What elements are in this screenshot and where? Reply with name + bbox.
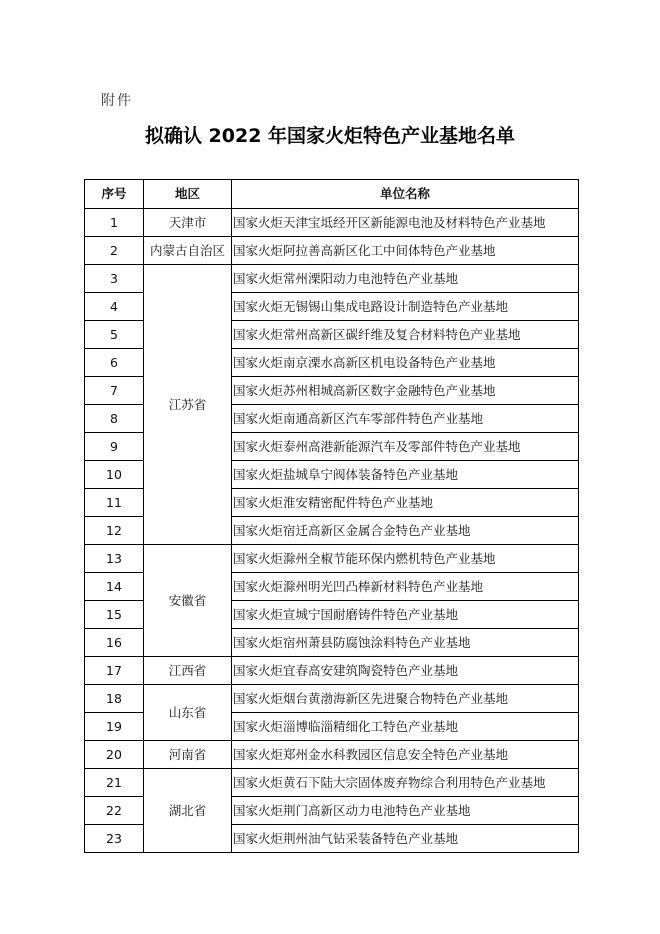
row-name: 国家火炬滁州明光凹凸棒新材料特色产业基地 — [232, 573, 579, 601]
table-row — [85, 685, 579, 713]
table-row — [85, 741, 579, 769]
row-name: 国家火炬泰州高港新能源汽车及零部件特色产业基地 — [232, 433, 579, 461]
row-region: 湖北省 — [144, 769, 232, 853]
header-region: 地区 — [144, 180, 232, 209]
row-region: 河南省 — [144, 741, 232, 769]
table-row — [85, 657, 579, 685]
row-name: 国家火炬常州溧阳动力电池特色产业基地 — [232, 265, 579, 293]
row-num: 4 — [85, 293, 144, 321]
row-name: 国家火炬盐城阜宁阀体装备特色产业基地 — [232, 461, 579, 489]
row-num: 7 — [85, 377, 144, 405]
row-num: 8 — [85, 405, 144, 433]
row-name: 国家火炬苏州相城高新区数字金融特色产业基地 — [232, 377, 579, 405]
row-name: 国家火炬淄博临淄精细化工特色产业基地 — [232, 713, 579, 741]
row-name: 国家火炬宜春高安建筑陶瓷特色产业基地 — [232, 657, 579, 685]
row-num: 19 — [85, 713, 144, 741]
row-region: 安徽省 — [144, 545, 232, 657]
attachment-label: 附件 — [101, 93, 133, 109]
row-region: 山东省 — [144, 685, 232, 741]
row-name: 国家火炬天津宝坻经开区新能源电池及材料特色产业基地 — [232, 209, 579, 237]
row-num: 21 — [85, 769, 144, 797]
row-num: 10 — [85, 461, 144, 489]
table-row — [85, 209, 579, 237]
row-region: 天津市 — [144, 209, 232, 237]
row-num: 16 — [85, 629, 144, 657]
row-num: 6 — [85, 349, 144, 377]
row-num: 22 — [85, 797, 144, 825]
row-region: 江苏省 — [144, 265, 232, 545]
row-name: 国家火炬南京溧水高新区机电设备特色产业基地 — [232, 349, 579, 377]
row-name: 国家火炬郑州金水科教园区信息安全特色产业基地 — [232, 741, 579, 769]
row-name: 国家火炬宿迁高新区金属合金特色产业基地 — [232, 517, 579, 545]
row-name: 国家火炬无锡锡山集成电路设计制造特色产业基地 — [232, 293, 579, 321]
row-name: 国家火炬阿拉善高新区化工中间体特色产业基地 — [232, 237, 579, 265]
table-row — [85, 769, 579, 797]
row-name: 国家火炬荆门高新区动力电池特色产业基地 — [232, 797, 579, 825]
row-num: 23 — [85, 825, 144, 853]
row-num: 20 — [85, 741, 144, 769]
row-name: 国家火炬常州高新区碳纤维及复合材料特色产业基地 — [232, 321, 579, 349]
row-name: 国家火炬滁州全椒节能环保内燃机特色产业基地 — [232, 545, 579, 573]
row-name: 国家火炬荆州油气钻采装备特色产业基地 — [232, 825, 579, 853]
table-row — [85, 265, 579, 293]
row-num: 1 — [85, 209, 144, 237]
table-row — [85, 237, 579, 265]
row-num: 12 — [85, 517, 144, 545]
row-region: 江西省 — [144, 657, 232, 685]
table-row — [85, 545, 579, 573]
header-num: 序号 — [85, 180, 144, 209]
row-num: 15 — [85, 601, 144, 629]
row-name: 国家火炬黄石下陆大宗固体废弃物综合利用特色产业基地 — [232, 769, 579, 797]
row-name: 国家火炬淮安精密配件特色产业基地 — [232, 489, 579, 517]
table-header-row — [85, 180, 579, 209]
row-num: 18 — [85, 685, 144, 713]
row-num: 2 — [85, 237, 144, 265]
row-name: 国家火炬烟台黄渤海新区先进聚合物特色产业基地 — [232, 685, 579, 713]
row-name: 国家火炬宿州萧县防腐蚀涂料特色产业基地 — [232, 629, 579, 657]
row-num: 11 — [85, 489, 144, 517]
row-num: 17 — [85, 657, 144, 685]
row-num: 5 — [85, 321, 144, 349]
row-num: 3 — [85, 265, 144, 293]
row-name: 国家火炬南通高新区汽车零部件特色产业基地 — [232, 405, 579, 433]
page-title: 拟确认 2022 年国家火炬特色产业基地名单 — [144, 125, 516, 147]
row-region: 内蒙古自治区 — [144, 237, 232, 265]
row-num: 13 — [85, 545, 144, 573]
base-list-table — [84, 179, 579, 853]
row-name: 国家火炬宣城宁国耐磨铸件特色产业基地 — [232, 601, 579, 629]
row-num: 9 — [85, 433, 144, 461]
row-num: 14 — [85, 573, 144, 601]
header-name: 单位名称 — [232, 180, 579, 209]
